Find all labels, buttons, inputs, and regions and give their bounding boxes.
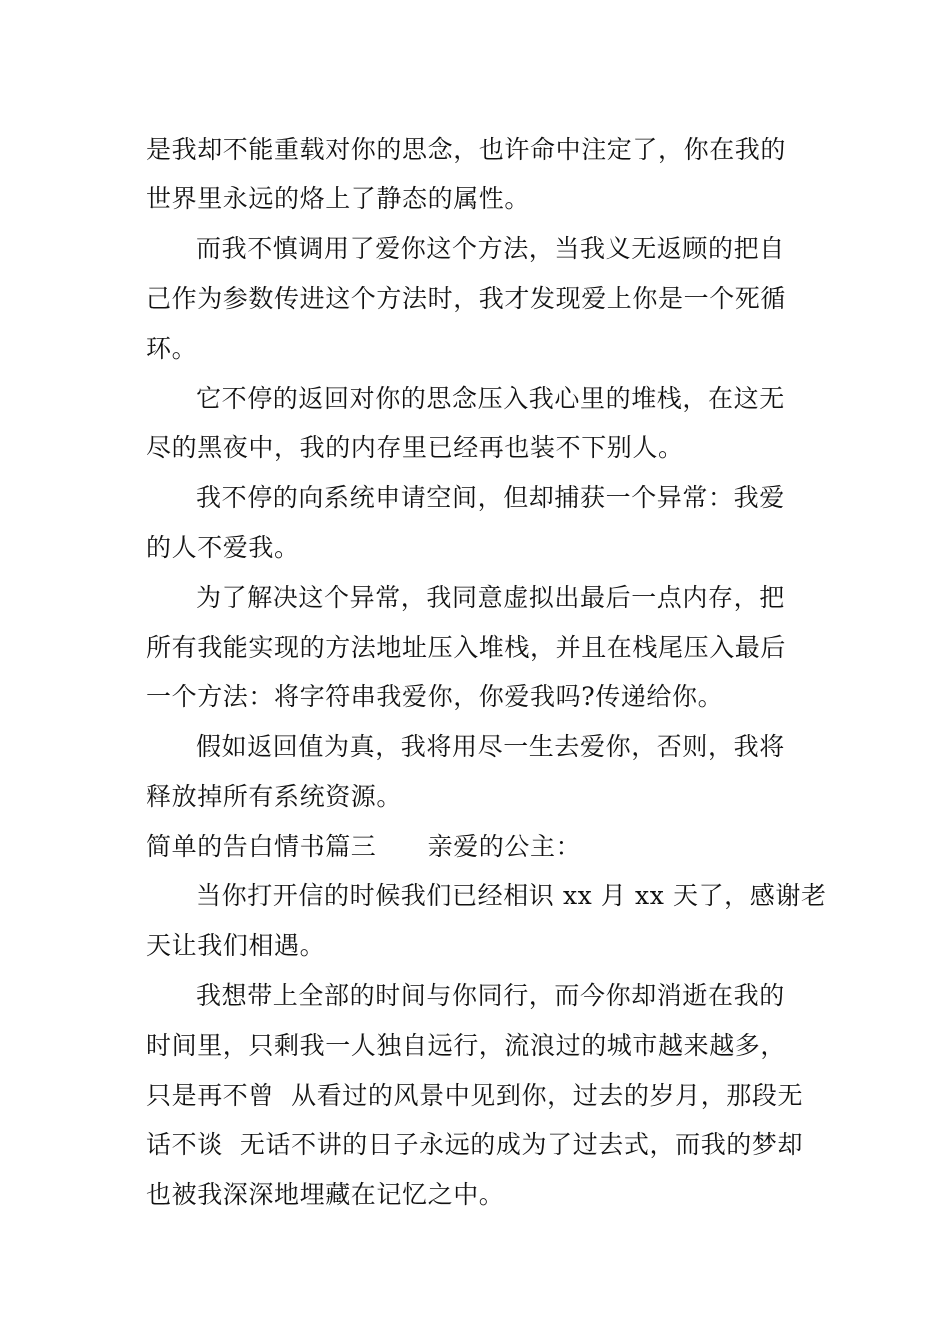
text-line: 己作为参数传进这个方法时，我才发现爱上你是一个死循	[146, 284, 787, 313]
paragraph-start-line: 当你打开信的时候我们已经相识 xx 月 xx 天了，感谢老	[196, 881, 827, 910]
text-line: 环。	[146, 334, 198, 363]
text-line: 也被我深深地埋藏在记忆之中。	[146, 1180, 505, 1209]
text-line: 只是再不曾 从看过的风景中见到你，过去的岁月，那段无	[146, 1081, 804, 1110]
text-line: 所有我能实现的方法地址压入堆栈，并且在栈尾压入最后	[146, 633, 787, 662]
paragraph-start-line: 为了解决这个异常，我同意虚拟出最后一点内存，把	[196, 583, 785, 612]
text-line: 的人不爱我。	[146, 533, 300, 562]
text-line: 话不谈 无话不讲的日子永远的成为了过去式，而我的梦却	[146, 1130, 804, 1159]
text-line: 时间里，只剩我一人独自远行，流浪过的城市越来越多，	[146, 1031, 787, 1060]
paragraph-start-line: 它不停的返回对你的思念压入我心里的堆栈，在这无	[196, 384, 785, 413]
paragraph-start-line: 我想带上全部的时间与你同行，而今你却消逝在我的	[196, 981, 785, 1010]
paragraph-start-line: 而我不慎调用了爱你这个方法，当我义无返顾的把自	[196, 234, 785, 263]
paragraph-start-line: 我不停的向系统申请空间，但却捕获一个异常：我爱	[196, 483, 785, 512]
text-line: 世界里永远的烙上了静态的属性。	[146, 184, 531, 213]
text-line: 一个方法：将字符串我爱你，你爱我吗?传递给你。	[146, 682, 724, 711]
text-line: 是我却不能重载对你的思念，也许命中注定了，你在我的	[146, 135, 787, 164]
paragraph-start-line: 假如返回值为真，我将用尽一生去爱你，否则，我将	[196, 732, 785, 761]
text-line: 尽的黑夜中，我的内存里已经再也装不下别人。	[146, 433, 684, 462]
text-line: 天让我们相遇。	[146, 931, 326, 960]
section-heading-line: 简单的告白情书篇三 亲爱的公主：	[146, 832, 582, 861]
text-line: 释放掉所有系统资源。	[146, 782, 403, 811]
